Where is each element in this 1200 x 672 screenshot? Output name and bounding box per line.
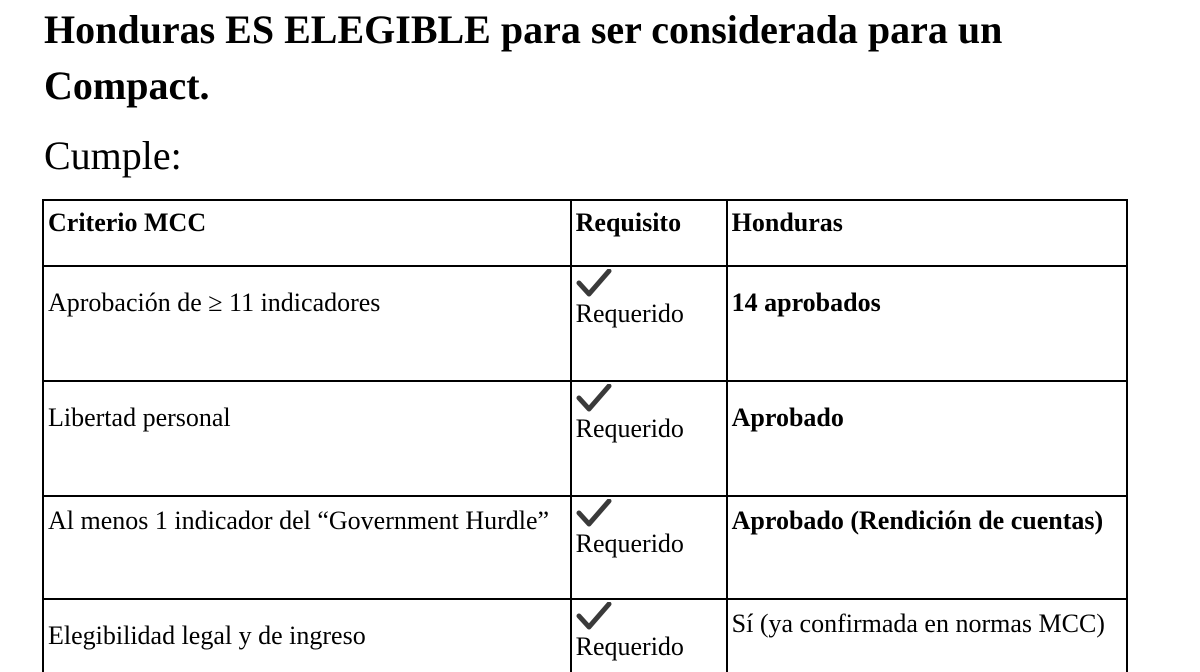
table-row [43,599,1127,672]
header-criterio: Criterio MCC [43,200,571,266]
requisito-label: Requerido [575,414,684,443]
requisito-label: Requerido [575,632,684,661]
requisito-cell [571,381,727,496]
requisito-cell [571,266,727,381]
subtitle: Cumple: [44,133,182,178]
requisito-cell [571,599,727,672]
honduras-cell: Sí (ya confirmada en normas MCC) [727,599,1127,672]
requisito-cell [571,496,727,599]
criteria-table [42,199,1128,672]
table-row [43,381,1127,496]
checkmark-icon [576,602,612,632]
checkmark-icon [576,269,612,299]
checkmark-icon [576,499,612,529]
honduras-cell: Aprobado (Rendición de cuentas) [727,496,1127,599]
honduras-cell: Aprobado [727,381,1127,496]
requisito-label: Requerido [575,529,684,558]
requisito-label: Requerido [575,299,684,328]
table-row [43,266,1127,381]
criterio-cell: Aprobación de ≥ 11 indicadores [43,266,571,381]
header-requisito: Requisito [571,200,727,266]
criterio-cell: Elegibilidad legal y de ingreso [43,599,571,672]
checkmark-icon [576,384,612,414]
honduras-cell: 14 aprobados [727,266,1127,381]
header-honduras: Honduras [727,200,1127,266]
page-title: Honduras ES ELEGIBLE para ser considerada para un Compact. [44,7,1003,108]
criterio-cell: Al menos 1 indicador del “Government Hurdle” [43,496,571,599]
table-header-row [43,200,1127,266]
criterio-cell: Libertad personal [43,381,571,496]
table-row [43,496,1127,599]
